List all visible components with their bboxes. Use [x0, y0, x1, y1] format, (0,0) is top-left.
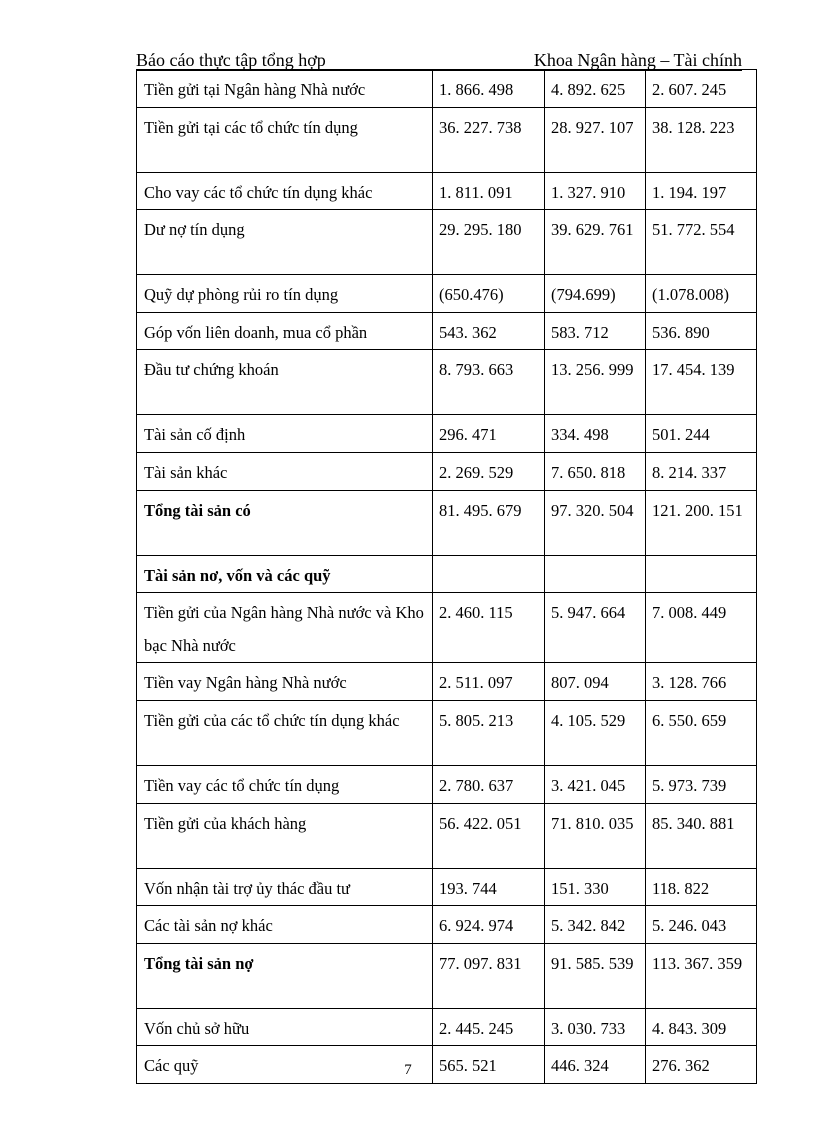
row-value-col-3: 4. 843. 309: [646, 1008, 757, 1046]
row-label: Tài sản cố định: [137, 415, 433, 453]
table-row: [137, 765, 757, 803]
row-value-col-3: 501. 244: [646, 415, 757, 453]
row-value-col-1: 8. 793. 663: [433, 350, 545, 415]
row-value-col-3: 1. 194. 197: [646, 172, 757, 210]
row-label: Góp vốn liên doanh, mua cổ phần: [137, 312, 433, 350]
row-label: Tài sản nơ, vốn và các quỹ: [137, 555, 433, 593]
row-value-col-2: 5. 342. 842: [545, 906, 646, 944]
row-value-col-2: 1. 327. 910: [545, 172, 646, 210]
row-value-col-2: 151. 330: [545, 868, 646, 906]
row-value-col-2: 446. 324: [545, 1046, 646, 1084]
table-row: [137, 490, 757, 555]
row-label: Tổng tài sản có: [137, 490, 433, 555]
table-row: [137, 555, 757, 593]
row-value-col-1: 2. 269. 529: [433, 452, 545, 490]
row-value-col-2: 807. 094: [545, 663, 646, 701]
row-value-col-3: 276. 362: [646, 1046, 757, 1084]
table-row: [137, 350, 757, 415]
row-value-col-1: 2. 460. 115: [433, 593, 545, 663]
table-row: [137, 700, 757, 765]
row-value-col-1: 543. 362: [433, 312, 545, 350]
row-label: Tiền gửi tại Ngân hàng Nhà nước: [137, 70, 433, 108]
table-row: [137, 70, 757, 108]
row-value-col-3: 38. 128. 223: [646, 107, 757, 172]
row-value-col-1: 2. 511. 097: [433, 663, 545, 701]
row-value-col-1: 56. 422. 051: [433, 803, 545, 868]
row-value-col-2: 3. 421. 045: [545, 765, 646, 803]
table-row: [137, 275, 757, 313]
table-row: [137, 663, 757, 701]
row-value-col-3: 118. 822: [646, 868, 757, 906]
row-label: Quỹ dự phòng rủi ro tín dụng: [137, 275, 433, 313]
row-value-col-1: 29. 295. 180: [433, 210, 545, 275]
table-row: [137, 868, 757, 906]
row-value-col-1: 565. 521: [433, 1046, 545, 1084]
table-row: [137, 943, 757, 1008]
row-label: Dư nợ tín dụng: [137, 210, 433, 275]
page-number: 7: [404, 1062, 412, 1078]
row-value-col-3: 8. 214. 337: [646, 452, 757, 490]
row-value-col-3: [646, 555, 757, 593]
row-value-col-3: 85. 340. 881: [646, 803, 757, 868]
row-label: Tiền gửi tại các tổ chức tín dụng: [137, 107, 433, 172]
row-value-col-1: 193. 744: [433, 868, 545, 906]
row-value-col-2: 4. 105. 529: [545, 700, 646, 765]
table-row: [137, 593, 757, 663]
row-value-col-3: 5. 246. 043: [646, 906, 757, 944]
row-label: Tiền vay Ngân hàng Nhà nước: [137, 663, 433, 701]
row-label: Vốn nhận tài trợ ủy thác đầu tư: [137, 868, 433, 906]
row-label: Đầu tư chứng khoán: [137, 350, 433, 415]
table-row: [137, 803, 757, 868]
row-value-col-3: 536. 890: [646, 312, 757, 350]
row-value-col-3: 2. 607. 245: [646, 70, 757, 108]
table-row: [137, 312, 757, 350]
row-value-col-1: 6. 924. 974: [433, 906, 545, 944]
row-value-col-1: [433, 555, 545, 593]
row-value-col-2: 13. 256. 999: [545, 350, 646, 415]
table-row: [137, 415, 757, 453]
table-row: [137, 107, 757, 172]
row-label: Tổng tài sản nợ: [137, 943, 433, 1008]
row-value-col-1: (650.476): [433, 275, 545, 313]
row-value-col-3: 121. 200. 151: [646, 490, 757, 555]
row-label: Tài sản khác: [137, 452, 433, 490]
row-value-col-3: 6. 550. 659: [646, 700, 757, 765]
row-label: Tiền gửi của khách hàng: [137, 803, 433, 868]
row-value-col-1: 2. 445. 245: [433, 1008, 545, 1046]
table-row: [137, 452, 757, 490]
table-row: [137, 172, 757, 210]
row-value-col-2: 334. 498: [545, 415, 646, 453]
row-label: Tiền gửi của Ngân hàng Nhà nước và Kho bạc Nhà nước: [137, 593, 433, 663]
table-row: [137, 906, 757, 944]
row-value-col-3: 5. 973. 739: [646, 765, 757, 803]
table-row: [137, 1008, 757, 1046]
row-label: Vốn chủ sở hữu: [137, 1008, 433, 1046]
row-value-col-1: 1. 811. 091: [433, 172, 545, 210]
row-value-col-3: 17. 454. 139: [646, 350, 757, 415]
row-value-col-2: 583. 712: [545, 312, 646, 350]
row-value-col-2: 97. 320. 504: [545, 490, 646, 555]
row-value-col-1: 77. 097. 831: [433, 943, 545, 1008]
row-value-col-2: 28. 927. 107: [545, 107, 646, 172]
row-label: Các tài sản nợ khác: [137, 906, 433, 944]
header-report-title: Báo cáo thực tập tổng hợp: [136, 50, 326, 70]
row-value-col-1: 5. 805. 213: [433, 700, 545, 765]
row-value-col-3: 51. 772. 554: [646, 210, 757, 275]
row-value-col-2: 91. 585. 539: [545, 943, 646, 1008]
row-value-col-2: 3. 030. 733: [545, 1008, 646, 1046]
row-value-col-3: 3. 128. 766: [646, 663, 757, 701]
row-label: Các quỹ: [137, 1046, 433, 1084]
row-value-col-1: 2. 780. 637: [433, 765, 545, 803]
row-label: Cho vay các tổ chức tín dụng khác: [137, 172, 433, 210]
page-header: [136, 50, 742, 71]
row-value-col-2: 7. 650. 818: [545, 452, 646, 490]
row-label: Tiền vay các tổ chức tín dụng: [137, 765, 433, 803]
row-value-col-3: 7. 008. 449: [646, 593, 757, 663]
row-value-col-2: [545, 555, 646, 593]
table-row: [137, 210, 757, 275]
row-value-col-1: 81. 495. 679: [433, 490, 545, 555]
table-body: [137, 70, 757, 1084]
row-value-col-2: 39. 629. 761: [545, 210, 646, 275]
header-department: Khoa Ngân hàng – Tài chính: [533, 50, 742, 70]
row-value-col-2: (794.699): [545, 275, 646, 313]
row-value-col-1: 296. 471: [433, 415, 545, 453]
row-value-col-2: 4. 892. 625: [545, 70, 646, 108]
row-value-col-1: 1. 866. 498: [433, 70, 545, 108]
balance-sheet-table: [136, 69, 757, 1084]
row-value-col-2: 5. 947. 664: [545, 593, 646, 663]
row-value-col-3: (1.078.008): [646, 275, 757, 313]
row-value-col-3: 113. 367. 359: [646, 943, 757, 1008]
row-value-col-1: 36. 227. 738: [433, 107, 545, 172]
row-value-col-2: 71. 810. 035: [545, 803, 646, 868]
row-label: Tiền gửi của các tổ chức tín dụng khác: [137, 700, 433, 765]
